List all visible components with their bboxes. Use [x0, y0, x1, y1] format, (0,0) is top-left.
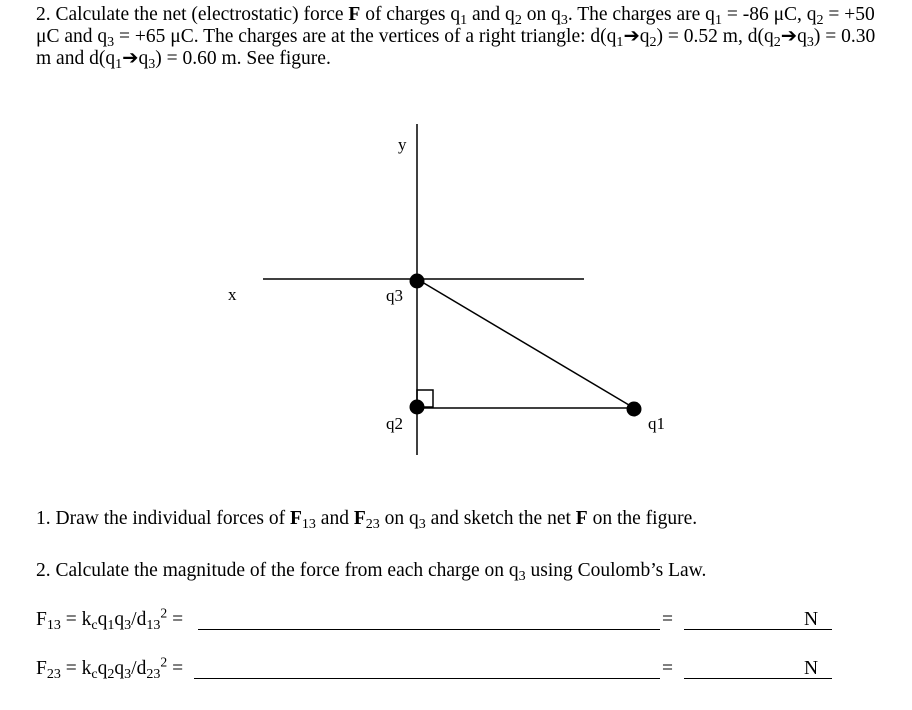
equation-f23-work-blank[interactable] [194, 678, 660, 679]
arrow-icon: ➔ [122, 48, 139, 69]
question-1: 1. Draw the individual forces of $F_{13}$ and $F_{23}$ on $q_3$ and sketch the net F on the figure. [36, 508, 698, 533]
y-axis-label: y [398, 135, 407, 154]
charge-q3 [410, 274, 425, 289]
equation-f23-formula: $F_{23} = k_cq_2q_3/d_{23}^2$ = [36, 654, 184, 683]
q3-label: q3 [386, 286, 403, 305]
arrow-icon: ➔ [780, 26, 798, 47]
equation-f13-work-blank[interactable] [198, 629, 660, 630]
arrow-icon: ➔ [623, 26, 640, 47]
charge-q1 [627, 402, 642, 417]
charge-q2 [410, 400, 425, 415]
equation-f13: $F_{13} = k_cq_1q_3/d_{13}^2$ = = N [36, 609, 836, 635]
equation-f13-unit: N [804, 609, 819, 630]
force-symbol: F [348, 4, 361, 25]
question-2: 2. Calculate the magnitude of the force from each charge on $q_3$ using Coulomb’s Law. [36, 560, 707, 585]
equation-f23-unit: N [804, 658, 819, 679]
problem-number: 2. [36, 4, 51, 25]
q1-label: q1 [648, 414, 665, 433]
x-axis-label: x [228, 285, 237, 304]
equation-f23: $F_{23} = k_cq_2q_3/d_{23}^2$ = = N [36, 658, 836, 684]
problem-statement: 2. Calculate the net (electrostatic) force F of charges $q_1$ and $q_2$ on $q_3$. The charges are $q_1 = -86$ μC, $q_2 = +50$ μC and $q_3 = +65$ μC. The charges are at the vertices of a right triangle: $d(q_1➔q_2) = 0.52$ m, $d(q_2➔q_3) = 0.30$ m and $d(q_1➔q_3) = 0.60$ m. See figure. [36, 4, 876, 73]
q2-label: q2 [386, 414, 403, 433]
equation-f13-formula: $F_{13} = k_cq_1q_3/d_{13}^2$ = [36, 605, 184, 634]
hypotenuse-line [417, 279, 634, 408]
